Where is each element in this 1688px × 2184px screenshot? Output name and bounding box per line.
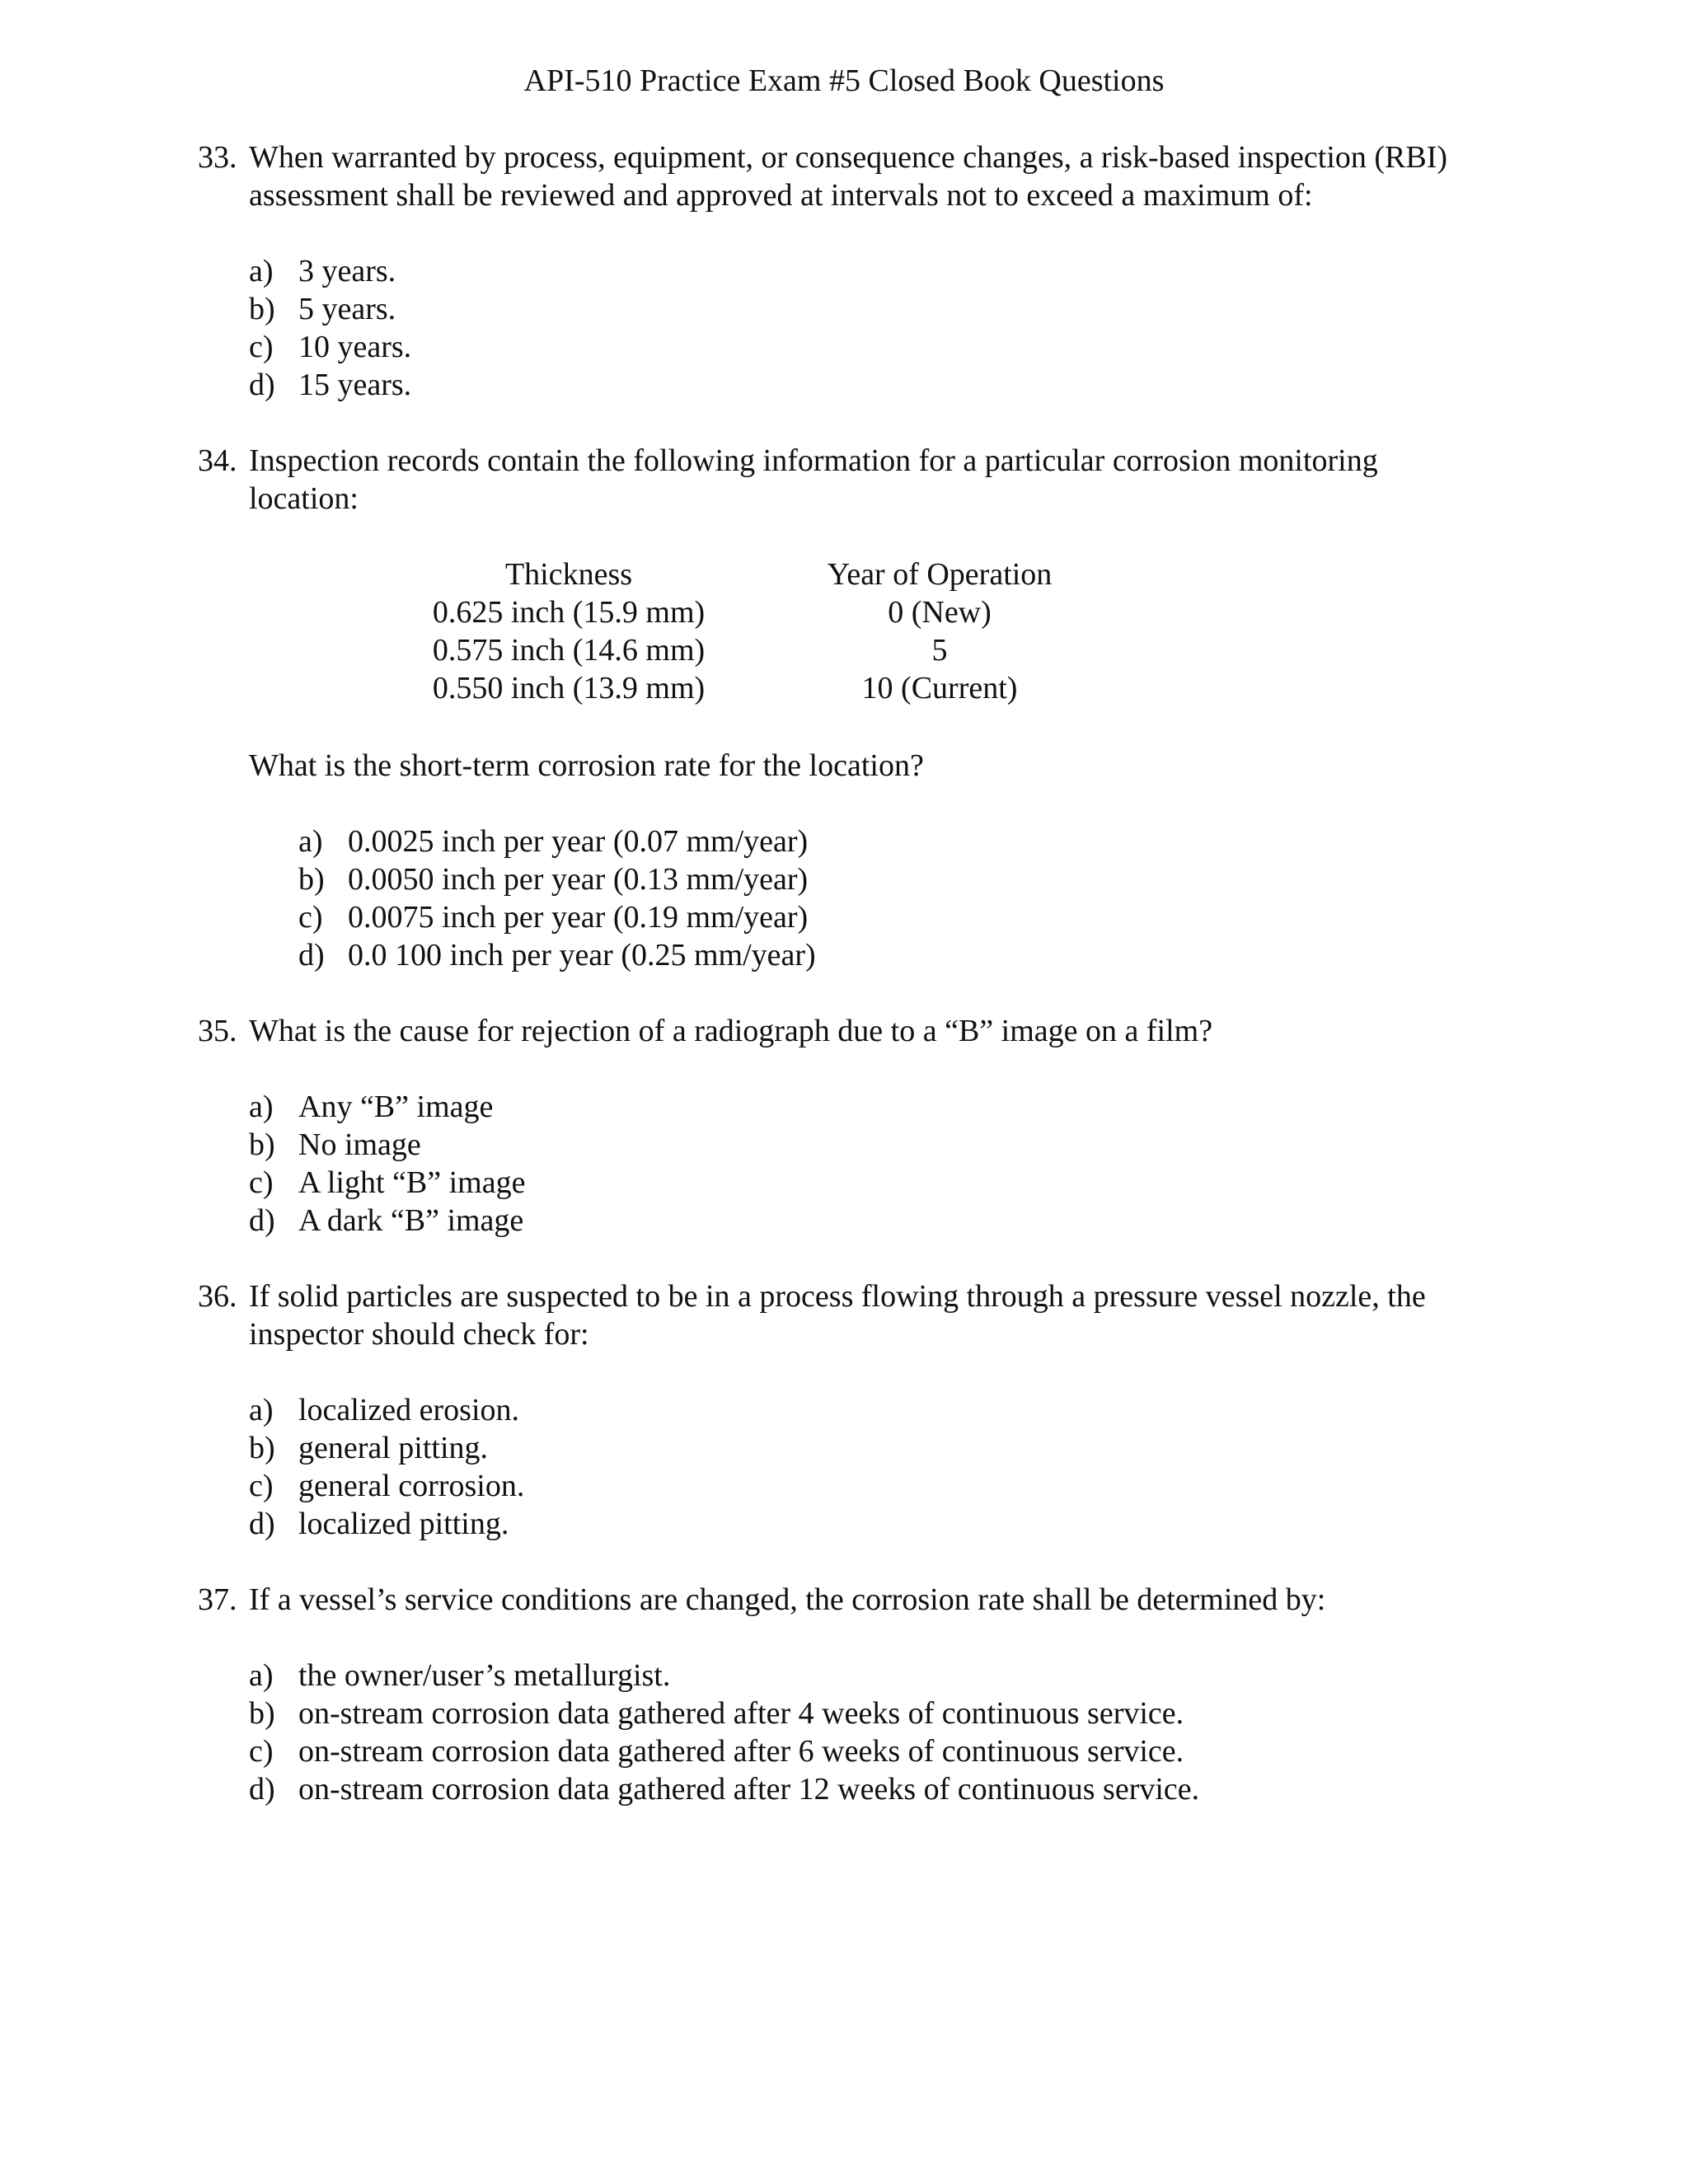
option-d[interactable] <box>249 1770 1484 1808</box>
sub-question-text: What is the short-term corrosion rate for the location? <box>249 748 924 783</box>
option-letter: a) <box>249 1393 274 1427</box>
option-b[interactable] <box>249 1126 1484 1164</box>
option-letter: d) <box>298 938 325 972</box>
table-cell-thickness: 0.625 inch (15.9 mm) <box>432 595 706 630</box>
question-35 <box>198 1012 1484 1240</box>
option-letter: d) <box>249 1507 275 1541</box>
option-letter: b) <box>249 1431 275 1465</box>
option-c[interactable] <box>249 1732 1484 1770</box>
option-text: on-stream corrosion data gathered after 4 weeks of continuous service. <box>298 1696 1184 1731</box>
option-text: 10 years. <box>298 330 412 364</box>
question-37 <box>198 1581 1484 1808</box>
question-text: What is the cause for rejection of a radiograph due to a “B” image on a film? <box>249 1014 1213 1048</box>
question-text: If a vessel’s service conditions are changed, the corrosion rate shall be determined by: <box>249 1582 1326 1617</box>
table-header-year: Year of Operation <box>827 557 1053 592</box>
option-letter: b) <box>249 292 275 326</box>
option-text: general pitting. <box>298 1431 489 1465</box>
table-row <box>412 631 1104 669</box>
option-text: localized pitting. <box>298 1507 509 1541</box>
table-cell-year: 10 (Current) <box>861 671 1018 705</box>
option-letter: a) <box>298 824 323 859</box>
question-text: Inspection records contain the following information for a particular corrosion monitoring location: <box>249 443 1378 516</box>
option-text: A dark “B” image <box>298 1203 524 1238</box>
table-header-row <box>412 555 1104 593</box>
option-a[interactable] <box>249 1088 1484 1126</box>
table-cell-thickness: 0.550 inch (13.9 mm) <box>432 671 706 705</box>
option-text: A light “B” image <box>298 1165 526 1200</box>
table-row <box>412 593 1104 631</box>
option-letter: d) <box>249 1772 275 1807</box>
option-text: on-stream corrosion data gathered after 12 weeks of continuous service. <box>298 1772 1200 1807</box>
option-list <box>198 1657 1484 1808</box>
table-cell-year: 0 (New) <box>888 595 992 630</box>
option-letter: d) <box>249 368 275 402</box>
option-list <box>198 252 1484 404</box>
option-text: on-stream corrosion data gathered after 6 weeks of continuous service. <box>298 1734 1184 1769</box>
sub-question <box>249 747 924 974</box>
question-stem <box>198 1581 1484 1619</box>
option-a[interactable] <box>249 1391 1484 1429</box>
option-letter: b) <box>249 1127 275 1162</box>
option-c[interactable] <box>249 1467 1484 1505</box>
question-number: 36. <box>198 1279 237 1314</box>
option-c[interactable] <box>298 898 924 936</box>
option-text: No image <box>298 1127 421 1162</box>
option-d[interactable] <box>249 1505 1484 1543</box>
question-number: 34. <box>198 443 237 478</box>
option-a[interactable] <box>249 252 1484 290</box>
option-list <box>198 1088 1484 1240</box>
thickness-table <box>412 555 1104 707</box>
option-list <box>198 1391 1484 1543</box>
option-text: 0.0050 inch per year (0.13 mm/year) <box>348 862 809 897</box>
option-text: general corrosion. <box>298 1469 525 1503</box>
option-letter: b) <box>298 862 325 897</box>
option-letter: c) <box>249 1734 274 1769</box>
question-stem <box>198 138 1484 214</box>
option-b[interactable] <box>249 290 1484 328</box>
option-d[interactable] <box>249 1202 1484 1240</box>
table-cell-thickness: 0.575 inch (14.6 mm) <box>432 633 706 668</box>
option-letter: c) <box>298 900 323 935</box>
option-b[interactable] <box>249 1429 1484 1467</box>
option-letter: c) <box>249 330 274 364</box>
table-cell-year: 5 <box>931 633 948 668</box>
question-stem <box>198 1277 1484 1353</box>
option-text: 5 years. <box>298 292 396 326</box>
option-d[interactable] <box>249 366 1484 404</box>
option-text: Any “B” image <box>298 1090 494 1124</box>
table-header-thickness: Thickness <box>504 557 633 592</box>
option-a[interactable] <box>298 823 924 860</box>
option-text: localized erosion. <box>298 1393 520 1427</box>
option-text: the owner/user’s metallurgist. <box>298 1658 671 1693</box>
option-letter: d) <box>249 1203 275 1238</box>
question-number: 33. <box>198 140 237 175</box>
option-letter: a) <box>249 1090 274 1124</box>
question-text: If solid particles are suspected to be in a process flowing through a pressure vessel nozzle, the inspector should check for: <box>249 1279 1426 1352</box>
option-a[interactable] <box>249 1657 1484 1694</box>
option-letter: c) <box>249 1165 274 1200</box>
option-b[interactable] <box>249 1694 1484 1732</box>
option-c[interactable] <box>249 328 1484 366</box>
table-row <box>412 669 1104 707</box>
option-list <box>249 823 924 974</box>
question-text: When warranted by process, equipment, or consequence changes, a risk-based inspection (RBI) assessment shall be reviewed and approved at intervals not to exceed a maximum of: <box>249 140 1448 213</box>
question-number: 35. <box>198 1014 237 1048</box>
option-text: 3 years. <box>298 254 396 288</box>
option-letter: c) <box>249 1469 274 1503</box>
question-36 <box>198 1277 1484 1543</box>
option-letter: b) <box>249 1696 275 1731</box>
option-d[interactable] <box>298 936 924 974</box>
question-number: 37. <box>198 1582 237 1617</box>
option-text: 0.0025 inch per year (0.07 mm/year) <box>348 824 809 859</box>
option-c[interactable] <box>249 1164 1484 1202</box>
option-text: 0.0 100 inch per year (0.25 mm/year) <box>348 938 816 972</box>
option-b[interactable] <box>298 860 924 898</box>
option-text: 15 years. <box>298 368 412 402</box>
question-stem <box>198 1012 1484 1050</box>
page-title: API-510 Practice Exam #5 Closed Book Questions <box>523 63 1165 98</box>
option-letter: a) <box>249 254 274 288</box>
option-letter: a) <box>249 1658 274 1693</box>
option-text: 0.0075 inch per year (0.19 mm/year) <box>348 900 809 935</box>
question-33 <box>198 138 1484 404</box>
question-34 <box>198 442 1484 518</box>
question-stem <box>198 442 1484 518</box>
